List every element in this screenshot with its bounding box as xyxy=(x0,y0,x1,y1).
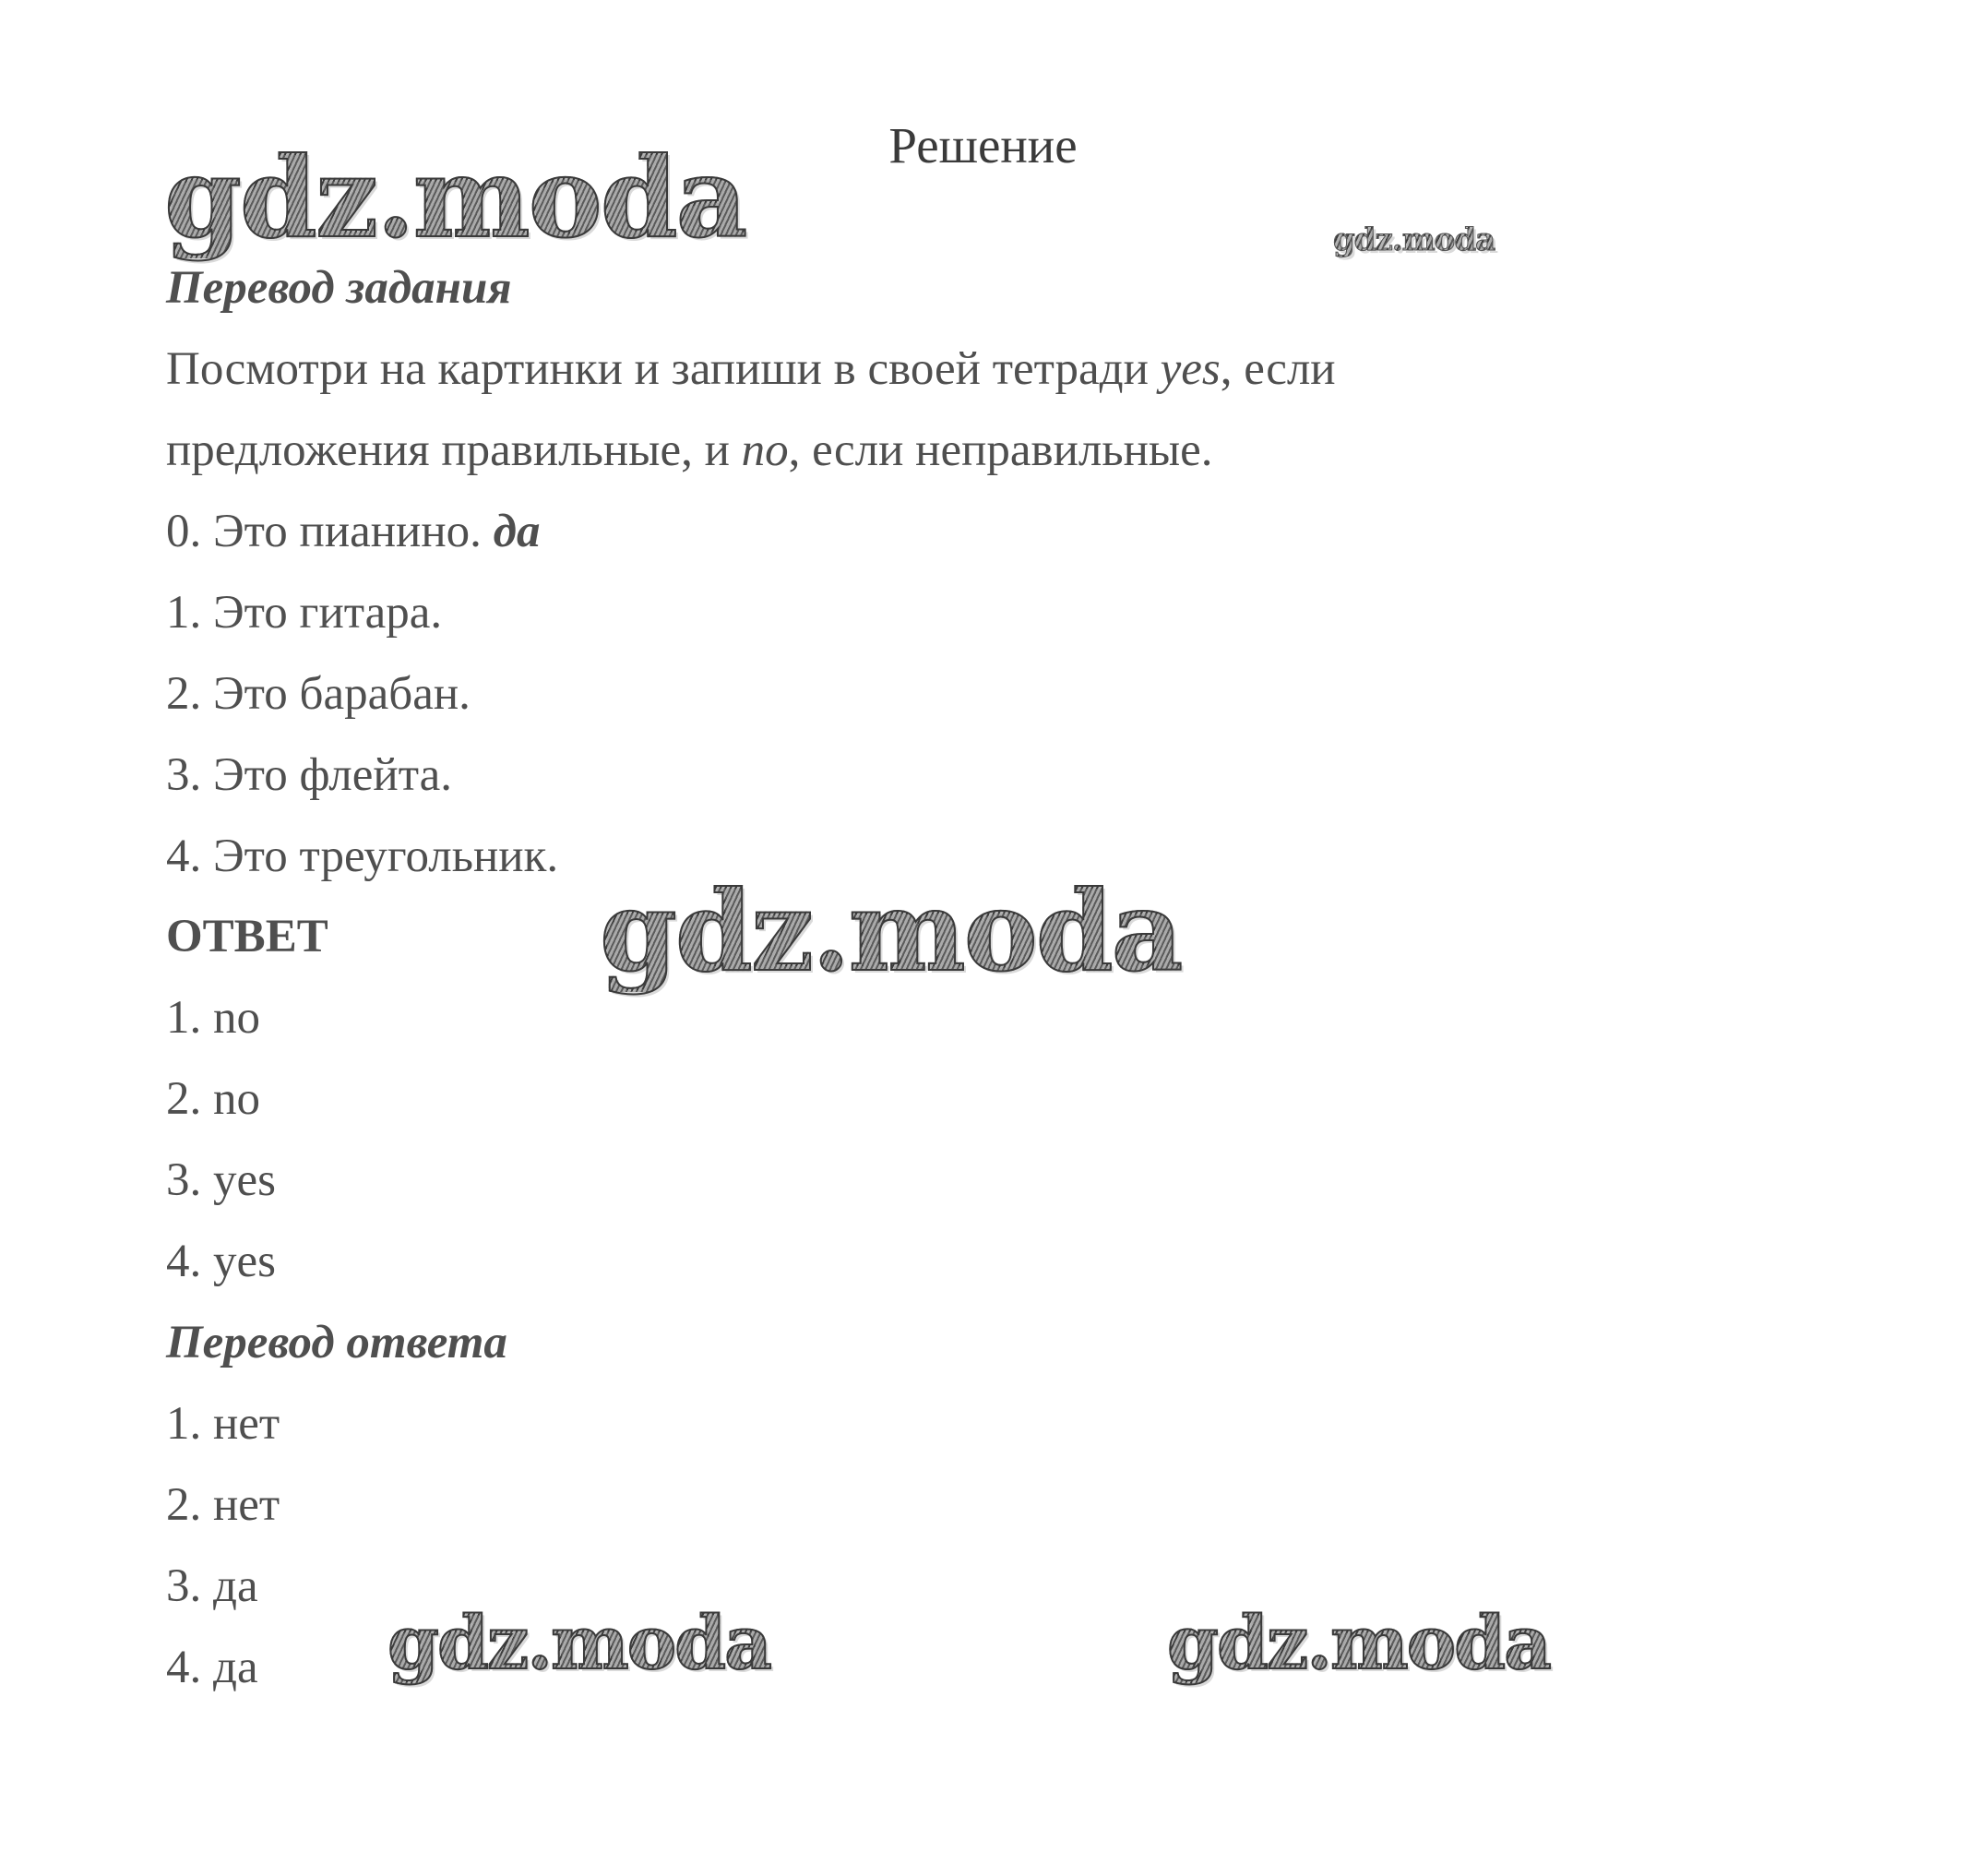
translation-item: 1. нет xyxy=(166,1398,280,1450)
answer-item: 3. yes xyxy=(166,1154,276,1206)
watermark-logo: gdz.moda xyxy=(1333,221,1495,258)
translation-item: 2. нет xyxy=(166,1479,280,1531)
instruction-text-4: , если неправильные. xyxy=(788,424,1213,476)
sentence-item: 4. Это треугольник. xyxy=(166,830,559,882)
translation-heading: Перевод ответа xyxy=(166,1317,507,1368)
example-text: 0. Это пианино. xyxy=(166,506,494,557)
watermark-logo: gdz.moda xyxy=(1167,1599,1550,1686)
watermark-logo: gdz.moda xyxy=(164,133,746,263)
sentence-item: 3. Это флейта. xyxy=(166,749,452,801)
instruction-text-1: Посмотри на картинки и запиши в своей тетради xyxy=(166,343,1161,395)
instruction-line-2 xyxy=(166,423,1213,478)
example-answer: да xyxy=(493,506,541,557)
translation-item: 3. да xyxy=(166,1560,258,1612)
answer-item: 4. yes xyxy=(166,1236,276,1287)
answer-heading: ОТВЕТ xyxy=(166,911,328,962)
instruction-yes: yes xyxy=(1160,343,1221,395)
task-heading: Перевод задания xyxy=(166,262,512,314)
page-title: Решение xyxy=(888,117,1078,173)
instruction-no: no xyxy=(741,424,789,476)
sentence-item: 2. Это барабан. xyxy=(166,668,471,720)
answer-item: 2. no xyxy=(166,1073,260,1125)
watermark-logo: gdz.moda xyxy=(387,1599,770,1686)
instruction-line-1 xyxy=(166,341,1336,397)
answer-item: 1. no xyxy=(166,992,260,1044)
translation-item: 4. да xyxy=(166,1642,258,1693)
instruction-text-3: предложения правильные, и xyxy=(166,424,742,476)
instruction-text-2: , если xyxy=(1220,343,1336,395)
watermark-logo: gdz.moda xyxy=(600,866,1182,997)
example-sentence xyxy=(166,504,540,559)
sentence-item: 1. Это гитара. xyxy=(166,587,443,639)
